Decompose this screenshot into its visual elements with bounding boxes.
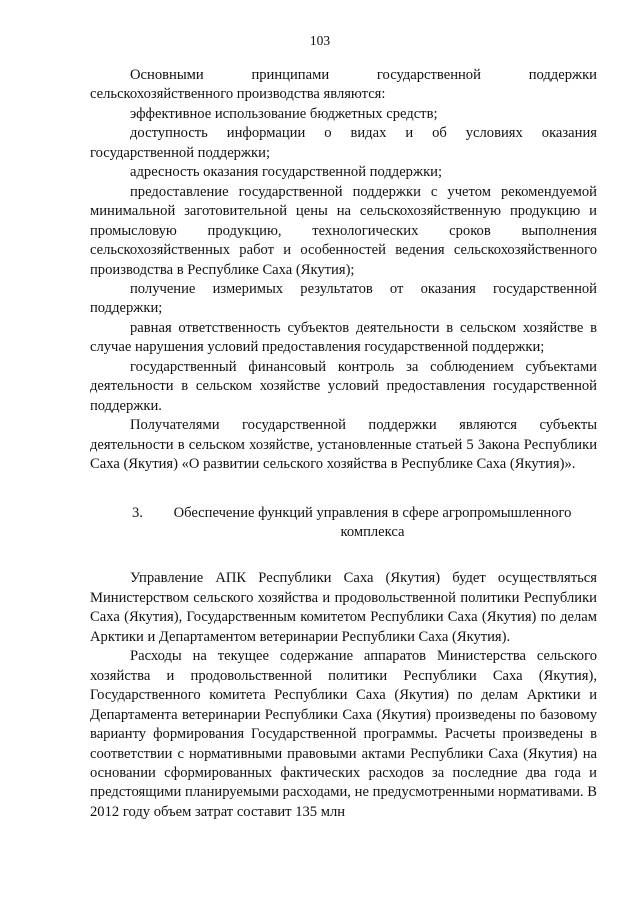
document-body (90, 66, 597, 822)
paragraph-principles-intro: Основными принципами государственной поддержки сельскохозяйственного производства являются: (90, 67, 597, 103)
paragraph-principle-accessibility: доступность информации о видах и об условиях оказания государственной поддержки; (90, 125, 597, 161)
paragraph-management: Управление АПК Республики Саха (Якутия) будет осуществляться Министерством сельского хозяйства и продовольственной политики Республики Саха (Якутия), Государственным комитетом Республики Саха (Якутия) по делам Арктики и Департаментом ветеринарии Республики Саха (Якутия). (90, 570, 597, 645)
paragraph-expenses: Расходы на текущее содержание аппаратов Министерства сельского хозяйства и продовольственной политики Республики Саха (Якутия), Государственного комитета Республики Саха (Якутия) по делам Арктики и Департамента ветеринарии Республики Саха (Якутия) произведены по базовому варианту формирования Государственной программы. Расчеты произведены в соответствии с нормативными правовыми актами Республики Саха (Якутия) на основании сформированных фактических расходов за последние два года и предстоящими планируемыми расходами, не предусмотренными нормативами. В 2012 году объем затрат составит 135 млн (90, 648, 597, 820)
section-heading (90, 504, 597, 543)
paragraph-recipients: Получателями государственной поддержки являются субъекты деятельности в сельском хозяйстве, установленные статьей 5 Закона Республики Саха (Якутия) «О развитии сельского хозяйства в Республике Саха (Якутия)». (90, 417, 597, 473)
section-title: Обеспечение функций управления в сфере агропромышленного комплекса (173, 504, 572, 540)
paragraph-principle-financial-control: государственный финансовый контроль за соблюдением субъектами деятельности в сельском хозяйстве условий предоставления государственной поддержки. (90, 358, 597, 414)
paragraph-principle-measurable-results: получение измеримых результатов от оказания государственной поддержки; (90, 280, 597, 317)
paragraph-principle-efficiency: эффективное использование бюджетных средств; (130, 105, 438, 122)
paragraph-principle-targeting: адресность оказания государственной поддержки; (130, 164, 443, 181)
section-number: 3. (132, 504, 143, 521)
page-number: 103 (309, 33, 331, 48)
paragraph-principle-minimum-price: предоставление государственной поддержки с учетом рекомендуемой минимальной заготовительной цены на сельскохозяйственную продукцию и промысловую продукцию, технологических сроков выполнения сельскохозяйственных работ и особенностей ведения сельскохозяйственного производства в Республике Саха (Якутия); (90, 183, 597, 278)
paragraph-principle-responsibility: равная ответственность субъектов деятельности в сельском хозяйстве в случае нарушения условий предоставления государственной поддержки; (90, 319, 597, 356)
